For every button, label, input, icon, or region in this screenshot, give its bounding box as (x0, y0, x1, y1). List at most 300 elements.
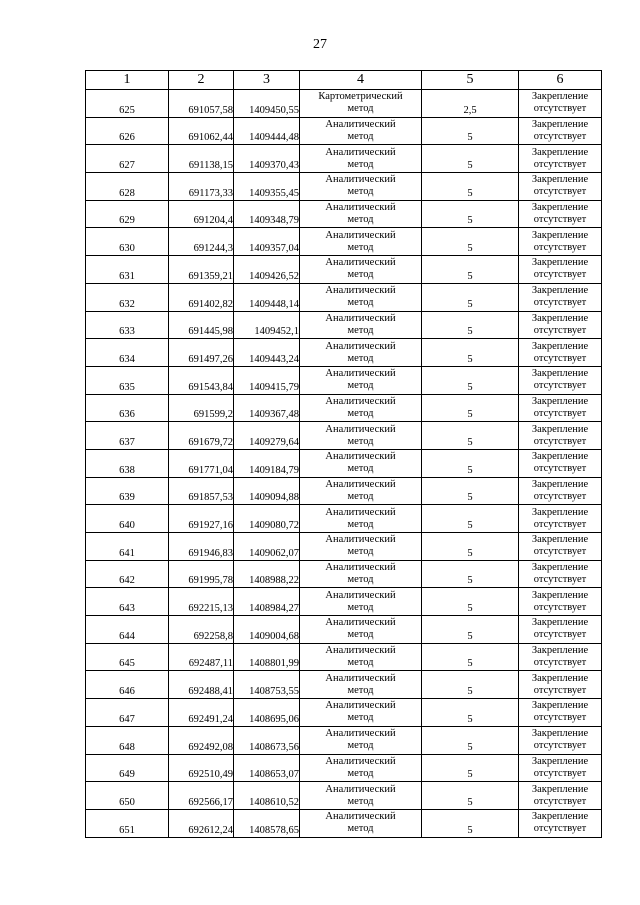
method-line-2: метод (347, 269, 374, 281)
method-line-1: Аналитический (325, 755, 396, 767)
point-number-cell: 651 (86, 809, 169, 837)
method-line-2: метод (347, 657, 374, 669)
fixing-cell (519, 256, 602, 284)
method-cell (300, 782, 422, 810)
table-row (86, 616, 602, 644)
method-line-2: метод (347, 823, 374, 835)
column-header-6: 6 (519, 71, 602, 90)
y-coordinate-cell: 1409450,55 (234, 90, 300, 118)
method-line-2: метод (347, 435, 374, 447)
accuracy-cell: 5 (422, 200, 519, 228)
method-line-2: метод (347, 352, 374, 364)
table-row (86, 283, 602, 311)
accuracy-cell: 5 (422, 616, 519, 644)
fixing-line-1: Закрепление (531, 755, 589, 767)
accuracy-cell: 5 (422, 477, 519, 505)
y-coordinate-cell: 1409279,64 (234, 422, 300, 450)
method-line-2: метод (347, 574, 374, 586)
accuracy-cell: 5 (422, 311, 519, 339)
point-number-cell: 629 (86, 200, 169, 228)
y-coordinate-cell: 1408695,06 (234, 699, 300, 727)
fixing-cell (519, 339, 602, 367)
method-line-2: метод (347, 297, 374, 309)
fixing-line-2: отсутствует (533, 103, 587, 115)
y-coordinate-cell: 1409357,04 (234, 228, 300, 256)
method-line-2: метод (347, 380, 374, 392)
fixing-cell (519, 533, 602, 561)
method-line-1: Аналитический (325, 257, 396, 269)
x-coordinate-cell: 691359,21 (169, 256, 234, 284)
column-header-5: 5 (422, 71, 519, 90)
y-coordinate-cell: 1409184,79 (234, 449, 300, 477)
method-line-1: Аналитический (325, 672, 396, 684)
x-coordinate-cell: 691138,15 (169, 145, 234, 173)
fixing-line-2: отсутствует (533, 324, 587, 336)
method-line-2: метод (347, 546, 374, 558)
accuracy-cell: 5 (422, 449, 519, 477)
table-header-row (86, 71, 602, 90)
table-row (86, 173, 602, 201)
method-line-2: метод (347, 241, 374, 253)
y-coordinate-cell: 1408988,22 (234, 560, 300, 588)
fixing-line-1: Закрепление (531, 257, 589, 269)
point-number-cell: 640 (86, 505, 169, 533)
method-cell (300, 422, 422, 450)
method-line-1: Аналитический (325, 285, 396, 297)
table-row (86, 256, 602, 284)
x-coordinate-cell: 691679,72 (169, 422, 234, 450)
method-line-2: метод (347, 490, 374, 502)
point-number-cell: 638 (86, 449, 169, 477)
x-coordinate-cell: 691244,3 (169, 228, 234, 256)
x-coordinate-cell: 691402,82 (169, 283, 234, 311)
method-line-1: Аналитический (325, 589, 396, 601)
method-line-2: метод (347, 103, 374, 115)
method-line-2: метод (347, 324, 374, 336)
point-number-cell: 646 (86, 671, 169, 699)
fixing-line-2: отсутствует (533, 297, 587, 309)
fixing-cell (519, 366, 602, 394)
accuracy-cell: 5 (422, 117, 519, 145)
method-cell (300, 671, 422, 699)
accuracy-cell: 5 (422, 228, 519, 256)
method-line-1: Аналитический (325, 395, 396, 407)
y-coordinate-cell: 1409443,24 (234, 339, 300, 367)
fixing-line-1: Закрепление (531, 423, 589, 435)
x-coordinate-cell: 691057,58 (169, 90, 234, 118)
fixing-cell (519, 145, 602, 173)
fixing-cell (519, 422, 602, 450)
point-number-cell: 631 (86, 256, 169, 284)
fixing-line-2: отсутствует (533, 574, 587, 586)
table-row (86, 782, 602, 810)
x-coordinate-cell: 691599,2 (169, 394, 234, 422)
table-row (86, 533, 602, 561)
fixing-line-1: Закрепление (531, 91, 589, 103)
y-coordinate-cell: 1409415,79 (234, 366, 300, 394)
fixing-line-2: отсутствует (533, 407, 587, 419)
table-row (86, 809, 602, 837)
fixing-line-2: отсутствует (533, 269, 587, 281)
y-coordinate-cell: 1409448,14 (234, 283, 300, 311)
table-row (86, 311, 602, 339)
fixing-line-1: Закрепление (531, 368, 589, 380)
fixing-line-2: отсутствует (533, 795, 587, 807)
fixing-line-1: Закрепление (531, 202, 589, 214)
method-line-1: Аналитический (325, 312, 396, 324)
accuracy-cell: 5 (422, 339, 519, 367)
y-coordinate-cell: 1409004,68 (234, 616, 300, 644)
column-header-1: 1 (86, 71, 169, 90)
method-cell (300, 560, 422, 588)
point-number-cell: 637 (86, 422, 169, 450)
accuracy-cell: 5 (422, 726, 519, 754)
method-cell (300, 533, 422, 561)
method-line-2: метод (347, 629, 374, 641)
accuracy-cell: 5 (422, 643, 519, 671)
column-header-2: 2 (169, 71, 234, 90)
point-number-cell: 645 (86, 643, 169, 671)
accuracy-cell: 5 (422, 699, 519, 727)
table-row (86, 90, 602, 118)
x-coordinate-cell: 692612,24 (169, 809, 234, 837)
table-row (86, 339, 602, 367)
y-coordinate-cell: 1409367,48 (234, 394, 300, 422)
x-coordinate-cell: 691062,44 (169, 117, 234, 145)
point-number-cell: 648 (86, 726, 169, 754)
accuracy-cell: 5 (422, 754, 519, 782)
fixing-line-1: Закрепление (531, 229, 589, 241)
point-number-cell: 632 (86, 283, 169, 311)
table-row (86, 366, 602, 394)
fixing-cell (519, 726, 602, 754)
method-line-1: Аналитический (325, 728, 396, 740)
fixing-line-1: Закрепление (531, 534, 589, 546)
fixing-line-2: отсутствует (533, 740, 587, 752)
method-cell (300, 643, 422, 671)
x-coordinate-cell: 691204,4 (169, 200, 234, 228)
fixing-cell (519, 283, 602, 311)
accuracy-cell: 5 (422, 283, 519, 311)
fixing-cell (519, 616, 602, 644)
point-number-cell: 642 (86, 560, 169, 588)
x-coordinate-cell: 691445,98 (169, 311, 234, 339)
fixing-cell (519, 449, 602, 477)
accuracy-cell: 5 (422, 505, 519, 533)
y-coordinate-cell: 1409426,52 (234, 256, 300, 284)
y-coordinate-cell: 1408653,07 (234, 754, 300, 782)
method-cell (300, 90, 422, 118)
method-line-1: Аналитический (325, 506, 396, 518)
method-line-1: Аналитический (325, 423, 396, 435)
table-row (86, 505, 602, 533)
method-line-2: метод (347, 712, 374, 724)
accuracy-cell: 5 (422, 671, 519, 699)
fixing-line-1: Закрепление (531, 478, 589, 490)
fixing-line-2: отсутствует (533, 546, 587, 558)
fixing-cell (519, 754, 602, 782)
method-line-2: метод (347, 407, 374, 419)
y-coordinate-cell: 1408578,65 (234, 809, 300, 837)
method-cell (300, 809, 422, 837)
x-coordinate-cell: 691946,83 (169, 533, 234, 561)
method-cell (300, 616, 422, 644)
method-line-1: Аналитический (325, 617, 396, 629)
fixing-cell (519, 311, 602, 339)
fixing-line-2: отсутствует (533, 684, 587, 696)
table-row (86, 671, 602, 699)
fixing-line-2: отсутствует (533, 435, 587, 447)
table-row (86, 449, 602, 477)
accuracy-cell: 5 (422, 145, 519, 173)
method-line-1: Аналитический (325, 119, 396, 131)
method-line-1: Аналитический (325, 146, 396, 158)
accuracy-cell: 5 (422, 533, 519, 561)
point-number-cell: 639 (86, 477, 169, 505)
table-row (86, 145, 602, 173)
fixing-line-1: Закрепление (531, 506, 589, 518)
method-cell (300, 588, 422, 616)
column-header-3: 3 (234, 71, 300, 90)
x-coordinate-cell: 692488,41 (169, 671, 234, 699)
method-cell (300, 394, 422, 422)
x-coordinate-cell: 692215,13 (169, 588, 234, 616)
fixing-line-2: отсутствует (533, 158, 587, 170)
accuracy-cell: 5 (422, 782, 519, 810)
fixing-line-2: отсутствует (533, 186, 587, 198)
table-row (86, 726, 602, 754)
method-cell (300, 173, 422, 201)
point-number-cell: 644 (86, 616, 169, 644)
method-line-1: Аналитический (325, 645, 396, 657)
y-coordinate-cell: 1409370,43 (234, 145, 300, 173)
fixing-cell (519, 228, 602, 256)
x-coordinate-cell: 691927,16 (169, 505, 234, 533)
method-line-1: Аналитический (325, 340, 396, 352)
method-cell (300, 256, 422, 284)
method-cell (300, 283, 422, 311)
method-cell (300, 228, 422, 256)
fixing-line-1: Закрепление (531, 451, 589, 463)
table-row (86, 117, 602, 145)
method-line-1: Аналитический (325, 700, 396, 712)
fixing-line-2: отсутствует (533, 657, 587, 669)
x-coordinate-cell: 691543,84 (169, 366, 234, 394)
fixing-cell (519, 505, 602, 533)
fixing-line-1: Закрепление (531, 395, 589, 407)
x-coordinate-cell: 691857,53 (169, 477, 234, 505)
method-line-1: Аналитический (325, 368, 396, 380)
fixing-line-2: отсутствует (533, 823, 587, 835)
method-line-2: метод (347, 158, 374, 170)
fixing-line-1: Закрепление (531, 617, 589, 629)
fixing-cell (519, 643, 602, 671)
y-coordinate-cell: 1408610,52 (234, 782, 300, 810)
method-cell (300, 145, 422, 173)
method-line-2: метод (347, 186, 374, 198)
fixing-line-1: Закрепление (531, 728, 589, 740)
fixing-line-1: Закрепление (531, 285, 589, 297)
point-number-cell: 641 (86, 533, 169, 561)
y-coordinate-cell: 1409355,45 (234, 173, 300, 201)
fixing-cell (519, 90, 602, 118)
fixing-line-1: Закрепление (531, 119, 589, 131)
accuracy-cell: 5 (422, 560, 519, 588)
method-cell (300, 339, 422, 367)
accuracy-cell: 5 (422, 422, 519, 450)
point-number-cell: 625 (86, 90, 169, 118)
method-cell (300, 726, 422, 754)
method-line-2: метод (347, 740, 374, 752)
method-cell (300, 311, 422, 339)
accuracy-cell: 5 (422, 256, 519, 284)
fixing-line-2: отсутствует (533, 214, 587, 226)
table-row (86, 643, 602, 671)
table-body (86, 90, 602, 838)
fixing-line-2: отсутствует (533, 352, 587, 364)
fixing-line-1: Закрепление (531, 340, 589, 352)
method-line-2: метод (347, 131, 374, 143)
x-coordinate-cell: 691173,33 (169, 173, 234, 201)
fixing-cell (519, 671, 602, 699)
table-row (86, 588, 602, 616)
fixing-line-2: отсутствует (533, 131, 587, 143)
table-row (86, 477, 602, 505)
point-number-cell: 636 (86, 394, 169, 422)
x-coordinate-cell: 692487,11 (169, 643, 234, 671)
point-number-cell: 627 (86, 145, 169, 173)
x-coordinate-cell: 692492,08 (169, 726, 234, 754)
method-line-1: Аналитический (325, 534, 396, 546)
table-row (86, 560, 602, 588)
point-number-cell: 626 (86, 117, 169, 145)
accuracy-cell: 5 (422, 394, 519, 422)
fixing-line-2: отсутствует (533, 629, 587, 641)
fixing-cell (519, 588, 602, 616)
y-coordinate-cell: 1409080,72 (234, 505, 300, 533)
fixing-cell (519, 117, 602, 145)
y-coordinate-cell: 1408801,99 (234, 643, 300, 671)
point-number-cell: 650 (86, 782, 169, 810)
method-line-1: Аналитический (325, 811, 396, 823)
fixing-line-2: отсутствует (533, 518, 587, 530)
y-coordinate-cell: 1409452,1 (234, 311, 300, 339)
fixing-line-2: отсутствует (533, 463, 587, 475)
x-coordinate-cell: 692510,49 (169, 754, 234, 782)
table-row (86, 422, 602, 450)
y-coordinate-cell: 1408673,56 (234, 726, 300, 754)
point-number-cell: 630 (86, 228, 169, 256)
table-row (86, 754, 602, 782)
method-line-2: метод (347, 795, 374, 807)
fixing-line-1: Закрепление (531, 312, 589, 324)
fixing-line-2: отсутствует (533, 490, 587, 502)
method-line-1: Аналитический (325, 562, 396, 574)
y-coordinate-cell: 1409062,07 (234, 533, 300, 561)
x-coordinate-cell: 692566,17 (169, 782, 234, 810)
method-line-2: метод (347, 767, 374, 779)
fixing-line-2: отсутствует (533, 380, 587, 392)
fixing-line-2: отсутствует (533, 241, 587, 253)
fixing-line-1: Закрепление (531, 700, 589, 712)
fixing-line-1: Закрепление (531, 672, 589, 684)
method-line-1: Картометрический (318, 91, 403, 103)
fixing-cell (519, 200, 602, 228)
fixing-cell (519, 394, 602, 422)
method-line-1: Аналитический (325, 174, 396, 186)
method-cell (300, 366, 422, 394)
accuracy-cell: 5 (422, 366, 519, 394)
x-coordinate-cell: 692258,8 (169, 616, 234, 644)
fixing-line-2: отсутствует (533, 601, 587, 613)
method-line-2: метод (347, 214, 374, 226)
table-row (86, 200, 602, 228)
fixing-cell (519, 809, 602, 837)
page-number: 27 (313, 37, 327, 52)
fixing-line-1: Закрепление (531, 811, 589, 823)
point-number-cell: 649 (86, 754, 169, 782)
method-cell (300, 117, 422, 145)
y-coordinate-cell: 1408753,55 (234, 671, 300, 699)
method-line-1: Аналитический (325, 478, 396, 490)
accuracy-cell: 5 (422, 173, 519, 201)
table-row (86, 228, 602, 256)
method-cell (300, 449, 422, 477)
table-row (86, 699, 602, 727)
method-line-1: Аналитический (325, 202, 396, 214)
fixing-cell (519, 782, 602, 810)
fixing-line-1: Закрепление (531, 589, 589, 601)
fixing-line-1: Закрепление (531, 174, 589, 186)
fixing-line-1: Закрепление (531, 645, 589, 657)
y-coordinate-cell: 1409348,79 (234, 200, 300, 228)
column-header-4: 4 (300, 71, 422, 90)
fixing-cell (519, 699, 602, 727)
x-coordinate-cell: 692491,24 (169, 699, 234, 727)
method-cell (300, 505, 422, 533)
fixing-line-1: Закрепление (531, 562, 589, 574)
x-coordinate-cell: 691771,04 (169, 449, 234, 477)
method-line-2: метод (347, 463, 374, 475)
x-coordinate-cell: 691497,26 (169, 339, 234, 367)
point-number-cell: 643 (86, 588, 169, 616)
method-line-1: Аналитический (325, 451, 396, 463)
accuracy-cell: 2,5 (422, 90, 519, 118)
y-coordinate-cell: 1409094,88 (234, 477, 300, 505)
method-cell (300, 699, 422, 727)
method-line-2: метод (347, 601, 374, 613)
method-line-1: Аналитический (325, 783, 396, 795)
method-line-2: метод (347, 684, 374, 696)
accuracy-cell: 5 (422, 809, 519, 837)
fixing-line-2: отсутствует (533, 712, 587, 724)
fixing-cell (519, 173, 602, 201)
method-cell (300, 200, 422, 228)
y-coordinate-cell: 1409444,48 (234, 117, 300, 145)
coordinates-table (85, 70, 602, 838)
table-row (86, 394, 602, 422)
y-coordinate-cell: 1408984,27 (234, 588, 300, 616)
method-line-2: метод (347, 518, 374, 530)
point-number-cell: 634 (86, 339, 169, 367)
method-cell (300, 754, 422, 782)
fixing-cell (519, 560, 602, 588)
method-line-1: Аналитический (325, 229, 396, 241)
x-coordinate-cell: 691995,78 (169, 560, 234, 588)
fixing-cell (519, 477, 602, 505)
fixing-line-1: Закрепление (531, 783, 589, 795)
point-number-cell: 633 (86, 311, 169, 339)
